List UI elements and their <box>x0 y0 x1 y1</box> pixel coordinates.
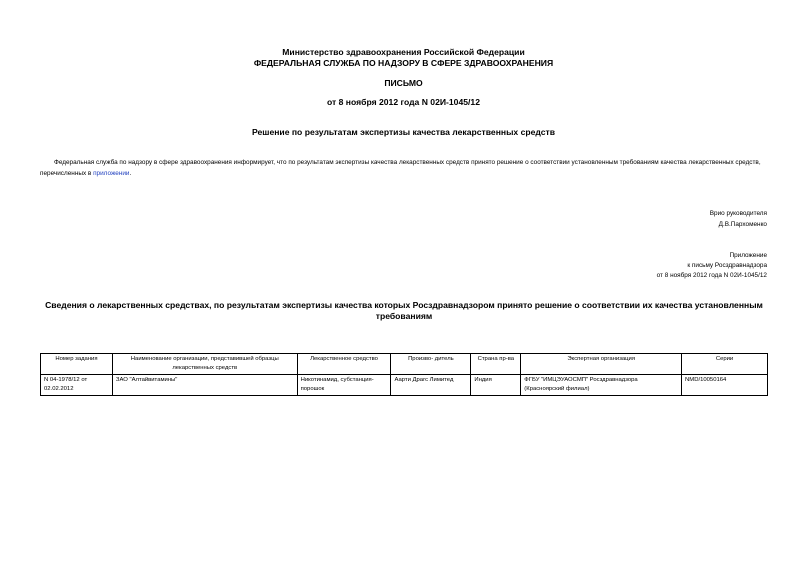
header-series: Серии <box>682 354 768 375</box>
header-medicine: Лекарственное средство <box>297 354 391 375</box>
document-date: от 8 ноября 2012 года N 02И-1045/12 <box>327 97 480 107</box>
cell-country: Индия <box>471 375 521 396</box>
appendix-link[interactable]: приложении <box>93 170 130 177</box>
table-header-row <box>41 354 768 375</box>
ministry-name: Министерство здравоохранения Российской Федерации <box>282 47 525 57</box>
appendix-date: от 8 ноября 2012 года N 02И-1045/12 <box>656 272 767 279</box>
header-task-number: Номер задания <box>41 354 113 375</box>
signature-position: Врио руководителя <box>709 210 767 217</box>
service-name: ФЕДЕРАЛЬНАЯ СЛУЖБА ПО НАДЗОРУ В СФЕРЕ ЗДРАВООХРАНЕНИЯ <box>253 58 554 68</box>
header-manufacturer: Произво- дитель <box>391 354 471 375</box>
document-type: ПИСЬМО <box>384 78 423 88</box>
header-country: Страна пр-ва <box>471 354 521 375</box>
cell-series: NMD/10050164 <box>682 375 768 396</box>
header-organization: Наименование организации, представившей образцы лекарственных средств <box>112 354 297 375</box>
table-row <box>41 375 768 396</box>
cell-expert-organization: ФГБУ "ИМЦЭУАОСМП" Росздравнадзора (Красноярский филиал) <box>521 375 682 396</box>
cell-manufacturer: Аарти Драгс Лимитед <box>391 375 471 396</box>
cell-medicine: Никотинамид, субстанция-порошок <box>297 375 391 396</box>
cell-organization: ЗАО "Алтайвитамины" <box>112 375 297 396</box>
cell-task-number: N 04-1978/12 от 02.02.2012 <box>41 375 113 396</box>
appendix-reference: к письму Росздравнадзора <box>687 262 767 269</box>
medicines-table <box>40 353 768 396</box>
paragraph-end: . <box>129 170 132 177</box>
document-subject: Решение по результатам экспертизы качества лекарственных средств <box>251 127 556 137</box>
header-expert-organization: Экспертная организация <box>521 354 682 375</box>
appendix-label: Приложение <box>729 252 767 259</box>
paragraph-text: Федеральная служба по надзору в сфере здравоохранения информирует, что по результатам экспертизы качества лекарственных средств принято решение о соответствии установленным требованиям качества лекарственных средств, перечисленных в <box>40 159 761 177</box>
signature-name: Д.В.Пархоменко <box>718 221 767 228</box>
appendix-title: Сведения о лекарственных средствах, по результатам экспертизы качества которых Росздравнадзором принято решение о соответствии их качества установленным требованиям <box>45 300 763 321</box>
body-paragraph <box>40 157 768 179</box>
